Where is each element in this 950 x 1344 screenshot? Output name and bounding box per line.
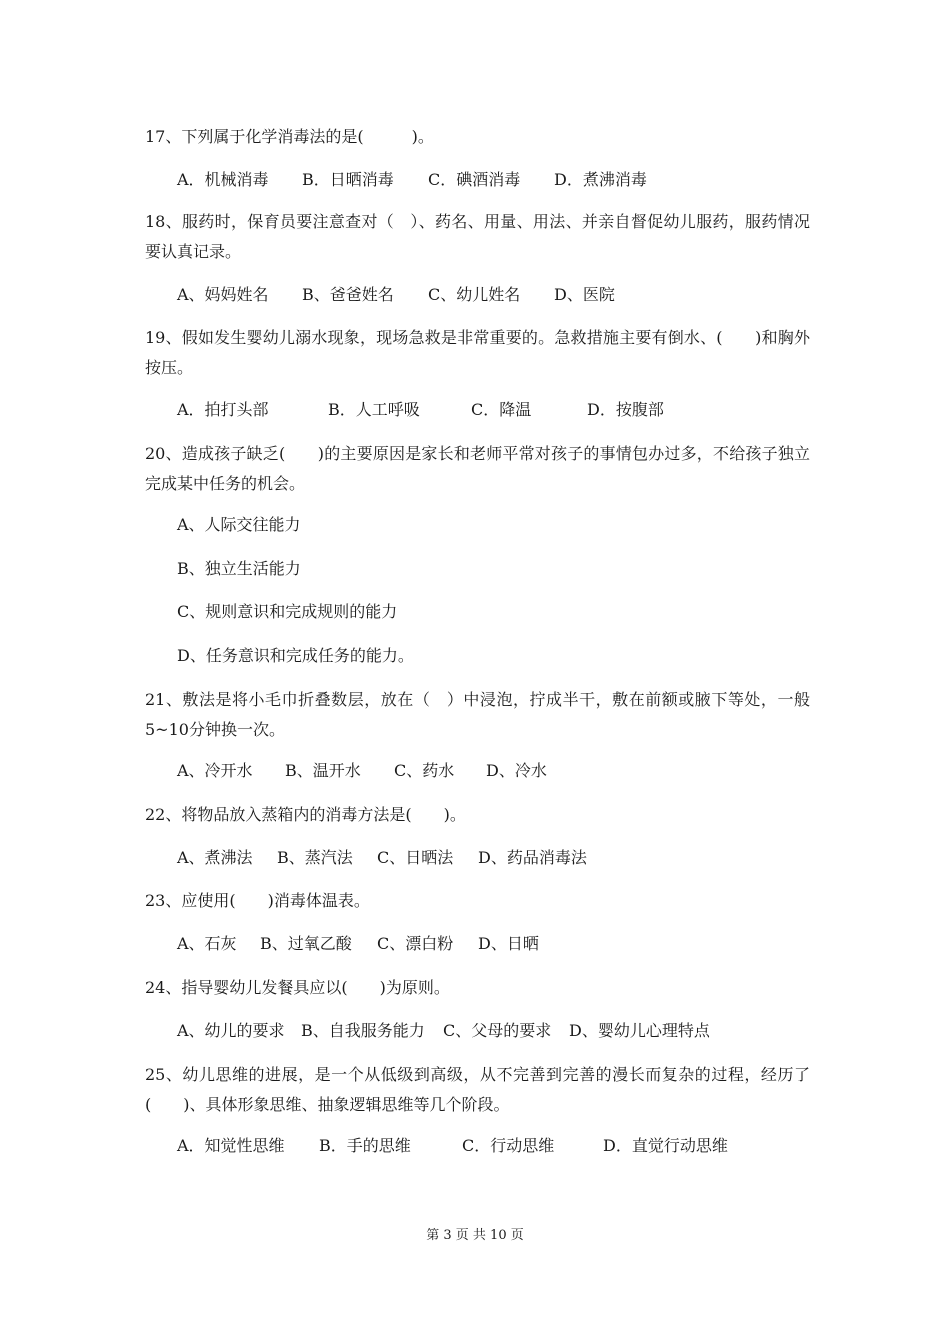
question-25: 25、幼儿思维的进展，是一个从低级到高级，从不完善到完善的漫长而复杂的过程，经历了( )、具体形象思维、抽象逻辑思维等几个阶段。 xyxy=(145,1065,810,1114)
option-d: D、日晒 xyxy=(478,934,539,953)
question-19: 19、假如发生婴幼儿溺水现象，现场急救是非常重要的。急救措施主要有倒水、( )和胸外按压。 xyxy=(145,328,810,377)
question-20-option-a: A、人际交往能力 xyxy=(177,515,301,534)
question-17: 17、下列属于化学消毒法的是( )。 xyxy=(145,127,434,146)
question-18: 18、服药时，保育员要注意查对（ ）、药名、用量、用法、并亲自督促幼儿服药，服药情况要认真记录。 xyxy=(145,212,810,261)
option-a: A、妈妈姓名 xyxy=(177,285,269,304)
question-21: 21、敷法是将小毛巾折叠数层，放在（ ）中浸泡，拧成半干，敷在前额或腋下等处，一般5~10分钟换一次。 xyxy=(145,690,810,739)
option-d: D．直觉行动思维 xyxy=(603,1136,728,1155)
page-footer: 第 3 页 共 10 页 xyxy=(426,1228,524,1243)
question-20: 20、造成孩子缺乏( )的主要原因是家长和老师平常对孩子的事情包办过多，不给孩子独立完成某中任务的机会。 xyxy=(145,444,810,493)
option-c: C、日晒法 xyxy=(377,848,454,867)
question-20-option-c: C、规则意识和完成规则的能力 xyxy=(177,602,398,621)
question-20-option-d: D、任务意识和完成任务的能力。 xyxy=(177,646,414,665)
option-d: D．煮沸消毒 xyxy=(554,170,647,189)
question-21-options xyxy=(177,760,817,782)
option-c: C、幼儿姓名 xyxy=(428,285,521,304)
question-23: 23、应使用( )消毒体温表。 xyxy=(145,891,370,910)
question-24-options xyxy=(177,1020,817,1042)
option-b: B、爸爸姓名 xyxy=(302,285,394,304)
option-d: D、药品消毒法 xyxy=(478,848,587,867)
question-25-options xyxy=(177,1135,817,1157)
option-b: B、蒸汽法 xyxy=(277,848,353,867)
question-23-options xyxy=(177,933,817,955)
option-b: B．人工呼吸 xyxy=(328,400,420,419)
option-b: B、过氧乙酸 xyxy=(260,934,352,953)
option-b: B．日晒消毒 xyxy=(302,170,394,189)
option-a: A、冷开水 xyxy=(177,761,253,780)
question-24: 24、指导婴幼儿发餐具应以( )为原则。 xyxy=(145,978,450,997)
option-c: C．行动思维 xyxy=(462,1136,555,1155)
option-b: B、温开水 xyxy=(285,761,361,780)
option-a: A、石灰 xyxy=(177,934,237,953)
question-18-options xyxy=(177,284,817,306)
option-b: B、自我服务能力 xyxy=(301,1021,425,1040)
option-a: A．知觉性思维 xyxy=(177,1136,285,1155)
option-a: A．拍打头部 xyxy=(177,400,269,419)
option-c: C、漂白粉 xyxy=(377,934,454,953)
option-b: B．手的思维 xyxy=(319,1136,411,1155)
option-d: D、医院 xyxy=(554,285,615,304)
option-a: A、煮沸法 xyxy=(177,848,253,867)
question-20-option-b: B、独立生活能力 xyxy=(177,559,301,578)
option-a: A、幼儿的要求 xyxy=(177,1021,285,1040)
option-a: A．机械消毒 xyxy=(177,170,269,189)
question-22: 22、将物品放入蒸箱内的消毒方法是( )。 xyxy=(145,805,466,824)
option-c: C．降温 xyxy=(471,400,532,419)
question-19-options xyxy=(177,399,817,421)
question-17-options xyxy=(177,169,817,191)
option-d: D．按腹部 xyxy=(587,400,664,419)
option-c: C．碘酒消毒 xyxy=(428,170,521,189)
option-d: D、冷水 xyxy=(486,761,547,780)
question-22-options xyxy=(177,847,817,869)
option-d: D、婴幼儿心理特点 xyxy=(569,1021,710,1040)
option-c: C、父母的要求 xyxy=(443,1021,552,1040)
option-c: C、药水 xyxy=(394,761,455,780)
